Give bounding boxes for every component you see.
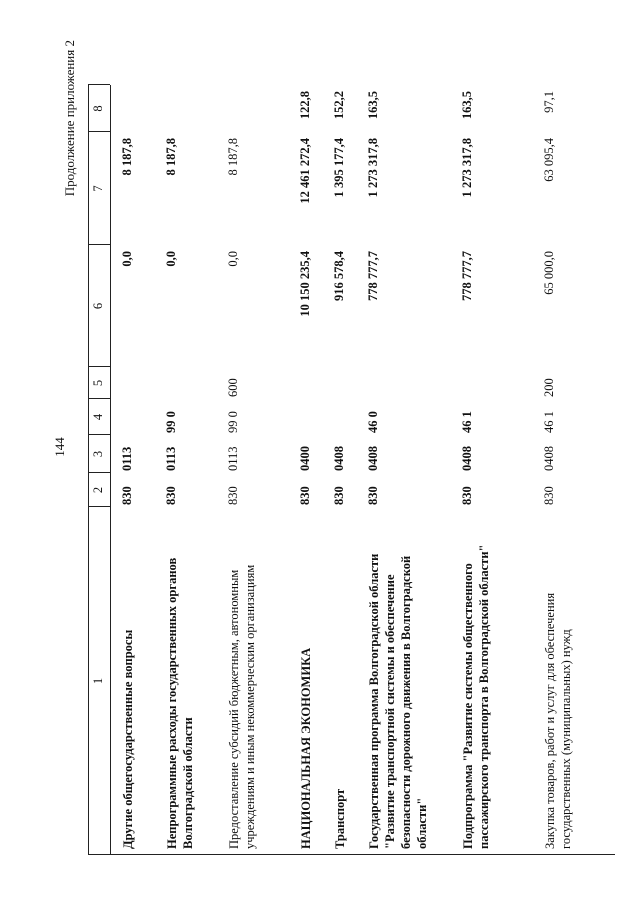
column-header-7: 7 — [91, 185, 105, 192]
cell-col-2: 830 — [460, 486, 474, 505]
cell-col-6: 10 150 235,4 — [298, 251, 312, 317]
cell-col-2: 830 — [298, 486, 312, 505]
row-name: Непрограммные расходы государственных органов Волгоградской области — [165, 557, 195, 849]
cell-col-8: 122,8 — [298, 91, 312, 120]
column-header-6: 6 — [91, 302, 105, 310]
cell-col-8: 152,2 — [332, 91, 346, 120]
cell-col-6: 65 000,0 — [542, 251, 556, 295]
cell-col-4: 99 0 — [226, 411, 240, 433]
cell-col-8: 163,5 — [366, 91, 380, 120]
cell-col-3: 0408 — [332, 446, 346, 471]
cell-col-6: 0,0 — [226, 251, 240, 267]
cell-col-4: 46 1 — [542, 411, 556, 433]
row-name: НАЦИОНАЛЬНАЯ ЭКОНОМИКА — [299, 647, 313, 849]
cell-col-8: 163,5 — [460, 91, 474, 120]
cell-col-4: 46 0 — [366, 411, 380, 433]
cell-col-2: 830 — [366, 486, 380, 505]
cell-col-7: 8 187,8 — [226, 138, 240, 176]
column-header-1: 1 — [91, 677, 105, 685]
cell-col-7: 8 187,8 — [120, 138, 134, 176]
cell-col-2: 830 — [332, 486, 346, 505]
cell-col-6: 778 777,7 — [366, 251, 380, 301]
cell-col-4: 99 0 — [164, 411, 178, 433]
cell-col-2: 830 — [226, 486, 240, 505]
continuation-note: Продолжение приложения 2 — [62, 40, 77, 197]
row-name: Подпрограмма "Развитие системы общественного пассажирского транспорта в Волгоградской области" — [461, 544, 491, 849]
cell-col-3: 0408 — [460, 446, 474, 471]
column-header-5: 5 — [91, 379, 105, 387]
row-name: Другие общегосударственные вопросы — [121, 629, 135, 849]
cell-col-5: 200 — [542, 378, 556, 397]
column-header-8: 8 — [91, 105, 105, 112]
cell-col-5: 600 — [226, 378, 240, 397]
cell-col-6: 0,0 — [120, 251, 134, 267]
cell-col-7: 12 461 272,4 — [298, 138, 312, 204]
cell-col-3: 0113 — [164, 446, 178, 471]
cell-col-7: 1 395 177,4 — [332, 138, 346, 198]
row-name: Закупка товаров, работ и услуг для обеспечения государственных (муниципальных) нужд — [543, 592, 573, 849]
cell-col-2: 830 — [542, 486, 556, 505]
page-number: 144 — [52, 437, 67, 457]
cell-col-3: 0408 — [542, 446, 556, 471]
table-left-border — [88, 854, 615, 855]
cell-col-7: 1 273 317,8 — [366, 138, 380, 198]
cell-col-7: 1 273 317,8 — [460, 138, 474, 198]
cell-col-2: 830 — [164, 486, 178, 505]
cell-col-6: 778 777,7 — [460, 251, 474, 301]
header-bottom-line — [110, 85, 111, 855]
cell-col-2: 830 — [120, 486, 134, 505]
cell-col-3: 0113 — [120, 446, 134, 471]
cell-col-8: 97,1 — [542, 91, 556, 113]
column-header-2: 2 — [91, 486, 105, 494]
cell-col-7: 8 187,8 — [164, 138, 178, 176]
cell-col-6: 916 578,4 — [332, 251, 346, 301]
cell-col-7: 63 095,4 — [542, 138, 556, 182]
cell-col-4: 46 1 — [460, 411, 474, 433]
row-name: Предоставление субсидий бюджетным, автономным учреждениям и иным некоммерческим организациям — [227, 564, 257, 849]
table-top-line — [88, 85, 89, 855]
cell-col-6: 0,0 — [164, 251, 178, 267]
cell-col-3: 0113 — [226, 446, 240, 471]
column-header-3: 3 — [91, 450, 105, 458]
column-header-4: 4 — [91, 413, 105, 421]
cell-col-3: 0408 — [366, 446, 380, 471]
row-name: Государственная программа Волгоградской области "Развитие транспортной системы и обеспечение безопасности дорожного движения в Волгоградской области" — [367, 553, 429, 849]
cell-col-3: 0400 — [298, 446, 312, 471]
row-name: Транспорт — [333, 788, 347, 849]
